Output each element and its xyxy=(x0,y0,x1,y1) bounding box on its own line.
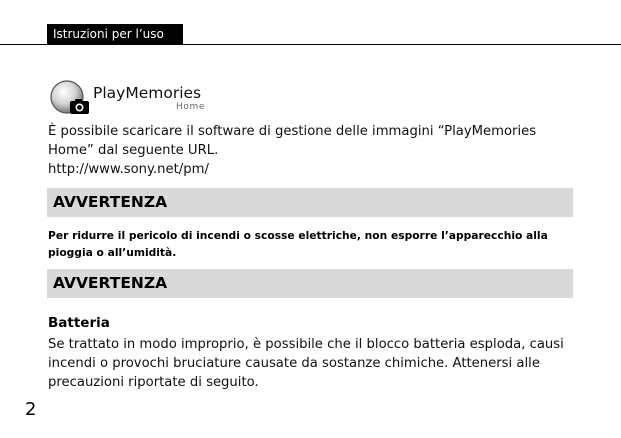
warning-line: Per ridurre il pericolo di incendi o scosse elettriche, non esporre l’apparecchio alla xyxy=(48,229,548,242)
intro-paragraph xyxy=(48,122,578,179)
playmemories-logo xyxy=(48,80,218,116)
warning-line: pioggia o all’umidità. xyxy=(48,246,177,259)
intro-line: È possibile scaricare il software di gestione delle immagini “PlayMemories xyxy=(48,124,537,139)
section-tab xyxy=(47,24,183,44)
warning-text xyxy=(48,227,568,261)
warning-heading: AVVERTENZA xyxy=(53,193,168,211)
logo-subtitle: Home xyxy=(176,102,205,112)
page-number: 2 xyxy=(25,399,37,420)
warning-heading-bar xyxy=(47,269,573,298)
header-divider xyxy=(0,44,621,45)
battery-heading: Batteria xyxy=(48,315,110,331)
logo-wordmark: PlayMemories xyxy=(93,84,202,102)
camera-app-icon xyxy=(48,80,92,116)
warning-heading-bar xyxy=(47,188,573,217)
battery-line: precauzioni riportate di seguito. xyxy=(48,375,259,390)
warning-heading: AVVERTENZA xyxy=(53,274,168,292)
section-tab-label: Istruzioni per l’uso xyxy=(53,27,164,41)
battery-line: incendi o provochi bruciature causate da sostanze chimiche. Attenersi alle xyxy=(48,356,540,371)
intro-line: Home” dal seguente URL. xyxy=(48,143,219,158)
download-url: http://www.sony.net/pm/ xyxy=(48,162,209,177)
battery-paragraph xyxy=(48,335,578,392)
battery-line: Se trattato in modo improprio, è possibile che il blocco batteria esploda, causi xyxy=(48,337,564,352)
